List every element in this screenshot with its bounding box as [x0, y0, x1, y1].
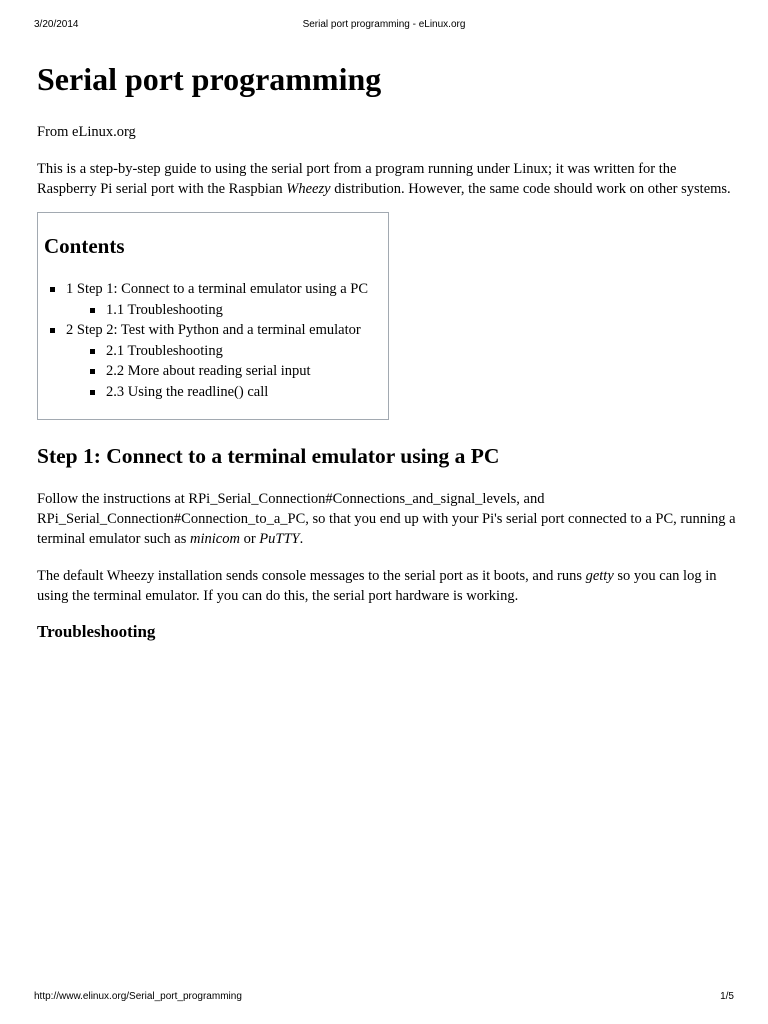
- step1-p2-text-1: The default Wheezy installation sends console messages to the serial port as it boots, and runs: [37, 568, 586, 584]
- bullet-icon: [90, 349, 95, 354]
- step1-paragraph-2: [37, 566, 737, 606]
- step1-paragraph-1: [37, 489, 737, 549]
- step1-p1-emphasis-2: PuTTY: [259, 531, 300, 547]
- toc-list: [44, 279, 388, 402]
- table-of-contents: [37, 212, 389, 420]
- toc-item-label[interactable]: 2 Step 2: Test with Python and a terminal emulator: [66, 322, 361, 338]
- print-footer: [34, 991, 734, 1005]
- print-url: http://www.elinux.org/Serial_port_programming: [34, 991, 242, 1002]
- intro-text-2: distribution. However, the same code should work on other systems.: [330, 181, 731, 197]
- bullet-icon: [90, 390, 95, 395]
- toc-subitem[interactable]: [106, 341, 388, 362]
- toc-subitem[interactable]: [106, 361, 388, 382]
- toc-subitem[interactable]: [106, 382, 388, 403]
- step1-p2-emphasis: getty: [585, 568, 614, 584]
- section-heading-step1: Step 1: Connect to a terminal emulator using a PC: [37, 444, 500, 468]
- page-number: 1/5: [720, 991, 734, 1002]
- page-title: Serial port programming: [37, 61, 382, 97]
- bullet-icon: [90, 369, 95, 374]
- toc-subitem[interactable]: [106, 300, 388, 321]
- intro-paragraph: [37, 159, 737, 199]
- bullet-icon: [90, 308, 95, 313]
- intro-emphasis: Wheezy: [286, 181, 331, 197]
- toc-item-label[interactable]: 1 Step 1: Connect to a terminal emulator using a PC: [66, 281, 369, 297]
- toc-item-label[interactable]: 2.2 More about reading serial input: [106, 363, 311, 379]
- step1-p1-text-2: or: [239, 531, 260, 547]
- toc-item-label[interactable]: 2.1 Troubleshooting: [106, 342, 223, 359]
- intro-text-1: This is a step-by-step guide to using the serial port from a program running under Linux; it was written for the Raspberry Pi serial port with the Raspbian: [37, 161, 677, 197]
- step1-p1-emphasis-1: minicom: [190, 531, 240, 547]
- toc-item[interactable]: [66, 279, 388, 320]
- step1-p2-text-2: so you can log in using the terminal emulator. If you can do this, the serial port hardware is working.: [37, 568, 717, 604]
- toc-item[interactable]: [66, 320, 388, 402]
- subsection-heading-troubleshooting: Troubleshooting: [37, 622, 156, 641]
- bullet-icon: [50, 328, 55, 333]
- toc-title: Contents: [44, 234, 125, 258]
- print-header: [34, 19, 734, 33]
- step1-p1-text-3: .: [299, 531, 304, 547]
- toc-item-label[interactable]: 2.3 Using the readline() call: [106, 383, 269, 400]
- site-subtitle: From eLinux.org: [37, 124, 136, 140]
- bullet-icon: [50, 287, 55, 292]
- toc-sublist: [66, 300, 388, 321]
- step1-p1-text-1: Follow the instructions at RPi_Serial_Connection#Connections_and_signal_levels, and RPi_Serial_Connection#Connection_to_a_PC, so that you end up with your Pi's serial port connected to a PC, running a terminal emulator such as: [37, 491, 736, 547]
- article-content: [37, 56, 737, 644]
- toc-sublist: [66, 341, 388, 403]
- toc-item-label[interactable]: 1.1 Troubleshooting: [106, 301, 223, 318]
- print-date: 3/20/2014: [34, 19, 79, 30]
- print-document-title: Serial port programming - eLinux.org: [302, 19, 466, 30]
